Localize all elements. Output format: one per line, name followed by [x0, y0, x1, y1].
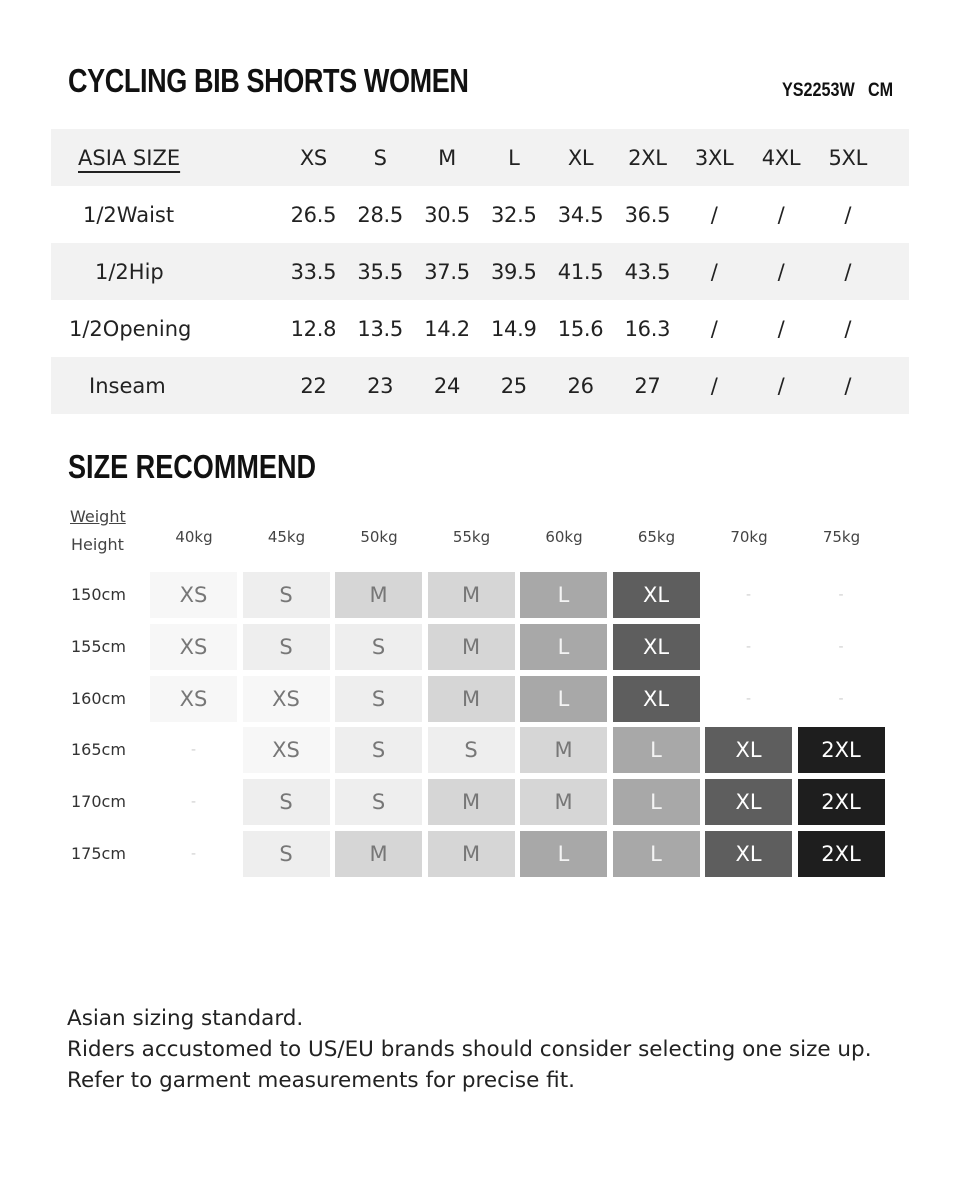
- size-cell: 2XL: [798, 727, 885, 773]
- measurement-row: [51, 300, 909, 357]
- measurement-value: /: [777, 373, 785, 398]
- measurement-value: 25: [500, 373, 527, 398]
- measurement-value: 28.5: [357, 202, 403, 227]
- height-label: 165cm: [71, 740, 126, 759]
- measurement-value: 14.9: [491, 316, 537, 341]
- weight-label: 60kg: [545, 528, 583, 546]
- height-label: 150cm: [71, 585, 126, 604]
- measurement-value: 27: [634, 373, 661, 398]
- size-cell: L: [613, 727, 700, 773]
- size-cell: S: [243, 624, 330, 670]
- measurement-value: 24: [433, 373, 461, 398]
- size-header-cell: S: [373, 145, 387, 170]
- row-label: [51, 243, 280, 300]
- measurement-row: [51, 186, 909, 243]
- note-line: Riders accustomed to US/EU brands should consider selecting one size up.: [67, 1037, 872, 1062]
- measurement-value: /: [710, 259, 718, 284]
- measurement-table: [51, 129, 909, 414]
- size-cell: S: [335, 779, 422, 825]
- measurement-value: 35.5: [357, 259, 403, 284]
- measurement-value: 41.5: [557, 259, 604, 284]
- size-cell: XL: [613, 676, 700, 722]
- size-cell: XS: [150, 572, 237, 618]
- weight-axis-label: Weight: [70, 507, 126, 526]
- weight-label: 55kg: [452, 528, 491, 546]
- weight-label: 65kg: [637, 528, 676, 546]
- measurement-value: 12.8: [290, 316, 337, 341]
- measurement-value: /: [710, 373, 718, 398]
- row-label: [51, 300, 280, 357]
- size-cell: 2XL: [798, 779, 885, 825]
- product-code: YS2253W: [782, 80, 855, 101]
- size-cell: L: [613, 831, 700, 877]
- size-cell: XL: [705, 727, 792, 773]
- size-header-cell: 2XL: [628, 145, 667, 170]
- size-cell: S: [335, 624, 422, 670]
- size-header-cell: L: [508, 145, 520, 170]
- measurement-value: 26: [567, 373, 594, 398]
- size-cell: -: [838, 639, 844, 655]
- size-cell: -: [745, 691, 752, 707]
- size-cell: M: [335, 572, 422, 618]
- measurement-value: 14.2: [424, 316, 470, 341]
- measurement-value: /: [710, 202, 718, 227]
- row-label: [51, 186, 280, 243]
- measurement-value: 13.5: [357, 316, 403, 341]
- section-title: SIZE RECOMMEND: [68, 448, 317, 485]
- measurement-label: 1/2Opening: [69, 316, 192, 341]
- size-cell: XL: [705, 831, 792, 877]
- measurement-value: /: [844, 259, 852, 284]
- size-header-cell: XL: [567, 145, 594, 170]
- size-cell: -: [190, 846, 197, 862]
- size-cell: M: [428, 779, 515, 825]
- measurement-value: 16.3: [624, 316, 671, 341]
- page-title: CYCLING BIB SHORTS WOMEN: [68, 62, 469, 99]
- size-cell: S: [335, 676, 422, 722]
- weight-label: 50kg: [360, 528, 398, 546]
- size-cell: S: [243, 572, 330, 618]
- size-cell: M: [520, 727, 607, 773]
- height-label: 175cm: [71, 844, 126, 863]
- size-cell: -: [190, 794, 197, 810]
- size-cell: S: [428, 727, 515, 773]
- size-cell: M: [428, 831, 515, 877]
- measurement-value: 26.5: [290, 202, 337, 227]
- measurement-value: /: [844, 202, 852, 227]
- size-cell: XS: [243, 727, 330, 773]
- size-cell: XS: [150, 624, 237, 670]
- size-cell: M: [335, 831, 422, 877]
- weight-label: 40kg: [175, 528, 213, 546]
- size-cell: L: [520, 572, 607, 618]
- weight-label: 70kg: [730, 528, 768, 546]
- measurement-label: Inseam: [89, 373, 166, 398]
- measurement-row: [51, 357, 909, 414]
- size-header-cell: 5XL: [828, 145, 868, 170]
- measurement-value: 30.5: [424, 202, 470, 227]
- size-cell: L: [613, 779, 700, 825]
- measurement-value: /: [710, 316, 718, 341]
- size-header-cell: 4XL: [761, 145, 801, 170]
- weight-label: 45kg: [267, 528, 306, 546]
- height-axis-label: Height: [71, 535, 124, 554]
- measurement-value: /: [777, 202, 785, 227]
- sizing-notes: [67, 1003, 872, 1096]
- size-cell: M: [428, 676, 515, 722]
- size-header-cell: M: [438, 145, 456, 170]
- size-cell: XL: [613, 572, 700, 618]
- measurement-value: 32.5: [491, 202, 537, 227]
- size-cell: L: [520, 676, 607, 722]
- row-label: [51, 357, 280, 414]
- measurement-label: 1/2Hip: [95, 259, 164, 284]
- measurement-value: 36.5: [624, 202, 671, 227]
- size-header-cell: 3XL: [694, 145, 734, 170]
- measurement-value: 23: [367, 373, 394, 398]
- weight-label: 75kg: [822, 528, 861, 546]
- size-cell: L: [520, 624, 607, 670]
- size-cell: M: [520, 779, 607, 825]
- size-cell: -: [838, 691, 844, 707]
- size-cell: S: [335, 727, 422, 773]
- height-label: 160cm: [71, 689, 126, 708]
- size-cell: XS: [243, 676, 330, 722]
- size-cell: M: [428, 624, 515, 670]
- row-label: [51, 129, 280, 186]
- size-cell: S: [243, 831, 330, 877]
- measurement-value: 15.6: [557, 316, 604, 341]
- measurement-value: 43.5: [624, 259, 671, 284]
- size-cell: -: [838, 587, 844, 603]
- note-line: Refer to garment measurements for precise fit.: [67, 1068, 575, 1093]
- note-line: Asian sizing standard.: [67, 1006, 304, 1031]
- size-cell: S: [243, 779, 330, 825]
- measurement-row: [51, 243, 909, 300]
- measurement-header-row: [51, 129, 909, 186]
- size-cell: XS: [150, 676, 237, 722]
- size-cell: -: [745, 639, 752, 655]
- measurement-label: 1/2Waist: [83, 202, 175, 227]
- size-cell: L: [520, 831, 607, 877]
- size-cell: M: [428, 572, 515, 618]
- measurement-value: /: [844, 373, 852, 398]
- measurement-value: /: [777, 316, 785, 341]
- asia-size-label: ASIA SIZE: [78, 145, 181, 170]
- measurement-value: 22: [300, 373, 327, 398]
- size-cell: 2XL: [798, 831, 885, 877]
- size-header-cell: XS: [299, 145, 327, 170]
- size-cell: -: [745, 587, 752, 603]
- measurement-value: 39.5: [491, 259, 537, 284]
- unit-label: CM: [868, 80, 894, 101]
- size-cell: -: [190, 742, 197, 758]
- measurement-value: 34.5: [557, 202, 604, 227]
- measurement-value: /: [777, 259, 785, 284]
- size-cell: XL: [613, 624, 700, 670]
- height-label: 170cm: [71, 792, 126, 811]
- height-label: 155cm: [71, 637, 126, 656]
- measurement-value: 37.5: [424, 259, 470, 284]
- size-cell: XL: [705, 779, 792, 825]
- measurement-value: /: [844, 316, 852, 341]
- measurement-value: 33.5: [290, 259, 337, 284]
